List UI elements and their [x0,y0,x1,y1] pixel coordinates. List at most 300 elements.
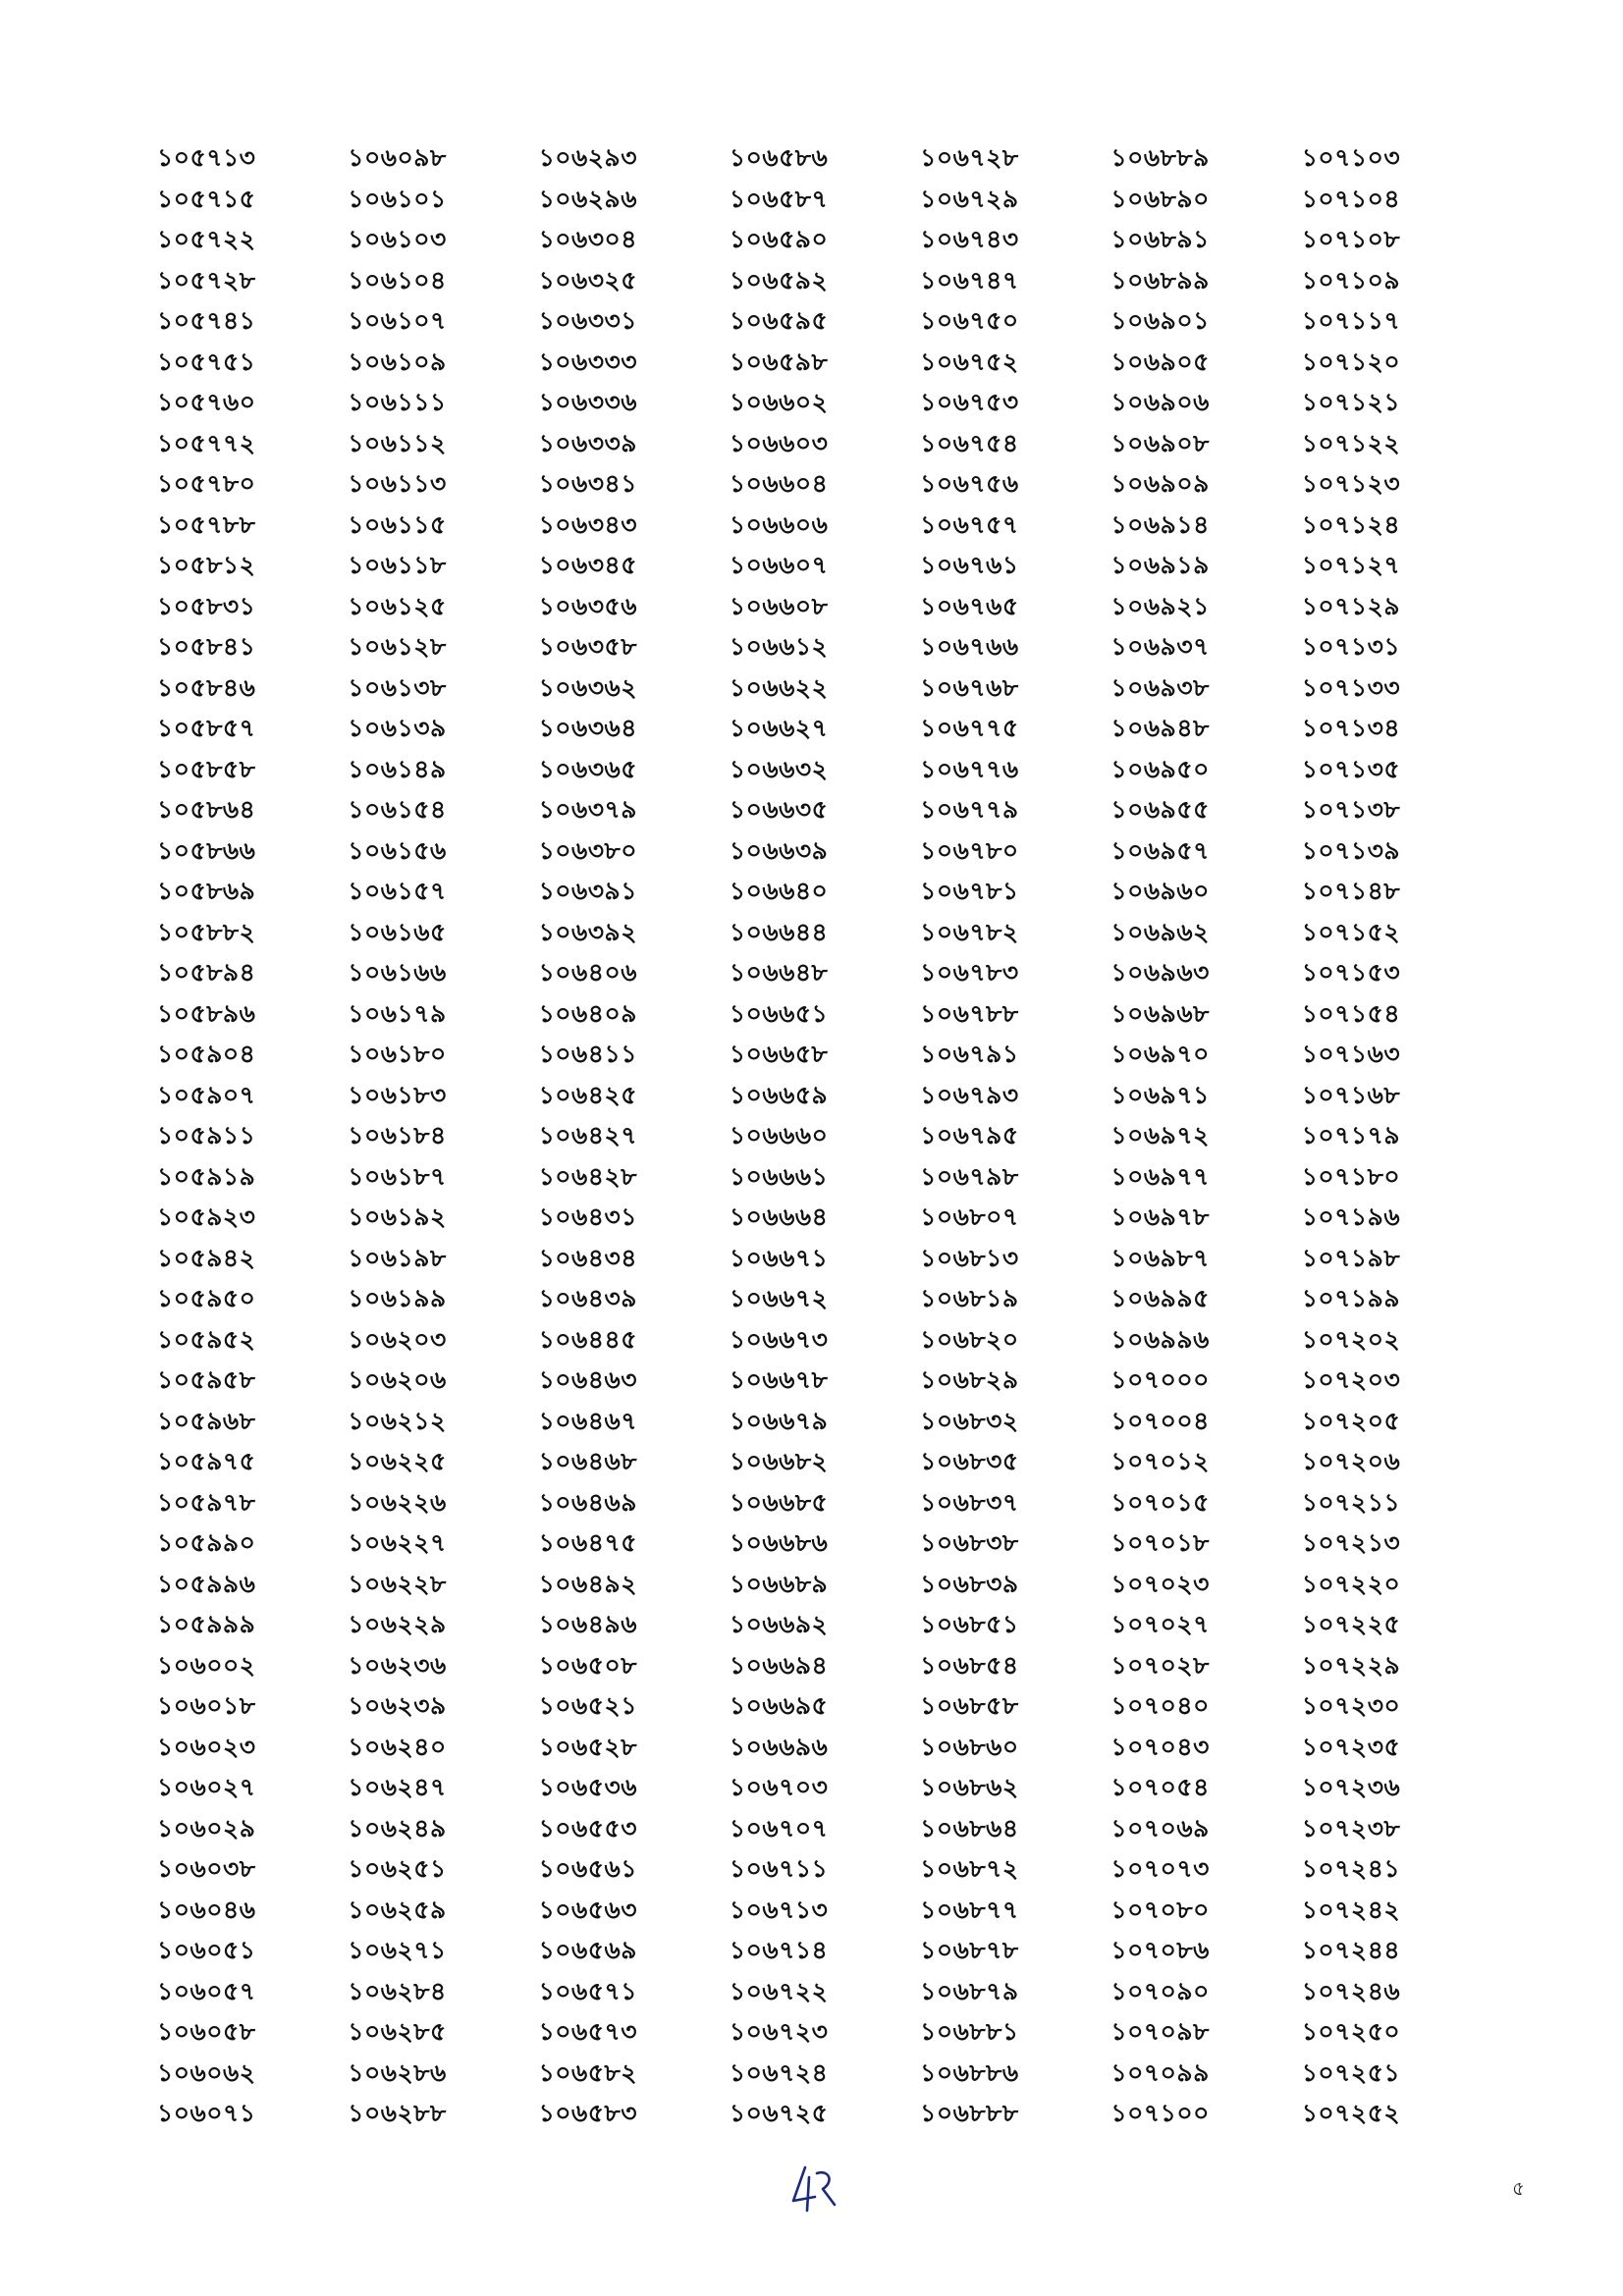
roll-number: ১০৬৫৮৬ [729,143,829,172]
roll-number: ১০৬৮৯৯ [1110,265,1210,294]
roll-number: ১০৬১১৮ [348,551,447,579]
roll-number: ১০৬৩৪১ [538,469,637,498]
roll-number: ১০৫৯৯৬ [157,1569,256,1598]
roll-number: ১০৬৯৪৮ [1110,714,1210,742]
roll-number: ১০৬১৩৮ [348,672,447,702]
roll-number: ১০৬৩০৪ [538,225,638,253]
roll-number: ১০৬৩৬২ [538,672,638,702]
roll-number: ১০৬৫৭৩ [538,2017,638,2046]
roll-number: ১০৬৭১৪ [729,1936,829,1964]
roll-number: ১০৬৭৮২ [920,917,1019,946]
roll-number: ১০৬৯১৯ [1110,551,1210,579]
roll-number: ১০৬৮৯১ [1110,225,1210,253]
roll-number: ১০৫৮৫৮ [157,754,256,783]
roll-number: ১০৭১৬৮ [1301,1080,1401,1109]
roll-number: ১০৬৪৬৮ [538,1447,637,1475]
roll-number: ১০৬৯৭১ [1110,1080,1210,1109]
roll-number: ১০৬৮৩৮ [920,1528,1019,1557]
roll-number: ১০৬৮৭৮ [920,1936,1019,1964]
roll-number: ১০৬১০৯ [348,347,447,376]
roll-number: ১০৭১৬৩ [1301,1040,1401,1068]
roll-number: ১০৫৮৪৬ [157,672,256,702]
roll-number: ১০৭২২৯ [1301,1650,1401,1680]
signature-initials [785,2160,844,2218]
roll-number: ১০৬২২৫ [348,1447,447,1475]
roll-number: ১০৬৭০৭ [729,1813,829,1842]
roll-number: ১০৬৫৯০ [729,225,829,253]
roll-number: ১০৬৪৯৬ [538,1610,637,1638]
roll-number: ১০৬৬৮৫ [729,1487,829,1517]
roll-number: ১০৬০৪৬ [157,1895,256,1924]
roll-number: ১০৭২৩৫ [1301,1732,1401,1761]
roll-number: ১০৬৭৫৬ [920,469,1019,498]
roll-number: ১০৬২২৮ [348,1569,447,1598]
roll-number: ১০৬৬০৩ [729,428,829,457]
roll-number: ১০৭১১৭ [1301,306,1401,335]
roll-number: ১০৬৯৩৮ [1110,672,1210,702]
roll-number: ১০৭২১৩ [1301,1528,1401,1557]
roll-number: ১০৭০৬৯ [1110,1813,1210,1842]
roll-number: ১০৭১৩৩ [1301,672,1401,702]
roll-number: ১০৭০৪৩ [1110,1732,1210,1761]
roll-number: ১০৬৪৬৩ [538,1365,638,1394]
roll-number: ১০৬৭৭৯ [920,795,1019,824]
roll-number: ১০৬৯৬০ [1110,877,1210,905]
roll-number: ১০৫৯০৪ [157,1040,256,1068]
roll-number: ১০৬২৪৭ [348,1773,447,1801]
roll-number: ১০৬১১৩ [348,469,447,498]
roll-number: ১০৬২০৩ [348,1324,447,1354]
roll-number: ১০৬৩৪৩ [538,509,638,539]
roll-number: ১০৬৮৬৪ [920,1813,1019,1842]
roll-number: ১০৬১৮৩ [348,1080,447,1109]
roll-number: ১০৭১৩৫ [1301,754,1401,783]
roll-number: ১০৫৮৪১ [157,632,256,661]
roll-number: ১০৭২২৫ [1301,1610,1401,1638]
roll-number: ১০৬৮১৩ [920,1243,1019,1272]
roll-number: ১০৬৬৪৪ [729,917,829,946]
roll-number: ১০৭০৭৩ [1110,1854,1210,1883]
roll-number: ১০৫৯২৩ [157,1202,256,1231]
roll-number: ১০৬৩৯১ [538,877,637,905]
roll-number: ১০৬৪৩১ [538,1202,637,1231]
roll-number: ১০৬৯৫৫ [1110,795,1210,824]
roll-number: ১০৬৭৮৮ [920,998,1019,1028]
roll-number: ১০৫৭২৮ [157,265,256,294]
roll-number: ১০৬৬০৭ [729,551,829,579]
roll-number: ১০৭১৩১ [1301,632,1401,661]
roll-number: ১০৬২২৬ [348,1487,447,1517]
roll-number: ১০৬৯৮৭ [1110,1243,1210,1272]
roll-number: ১০৭০২৮ [1110,1650,1210,1680]
roll-number: ১০৬২২৭ [348,1528,447,1557]
roll-number: ১০৫৭৭২ [157,428,256,457]
column-2 [348,137,538,2145]
roll-number: ১০৬৮৮১ [920,2017,1019,2046]
roll-number: ১০৬৭৫৭ [920,509,1019,539]
roll-number: ১০৬০২৩ [157,1732,256,1761]
roll-number: ১০৬৭২২ [729,1976,829,2005]
roll-number: ১০৭১৮০ [1301,1161,1401,1191]
roll-number: ১০৭২৫২ [1301,2099,1401,2127]
roll-number: ১০৬২৫১ [348,1854,447,1883]
roll-number: ১০৬১১৫ [348,509,447,539]
roll-number: ১০৬৩৫৮ [538,632,637,661]
column-6 [1110,137,1301,2145]
roll-number: ১০৬৬৬০ [729,1121,829,1149]
roll-number: ১০৬২৯৬ [538,184,638,213]
roll-number: ১০৬৮৩৫ [920,1447,1019,1475]
roll-number: ১০৬৮০৭ [920,1202,1019,1231]
roll-number: ১০৬৭৮০ [920,835,1019,865]
roll-number: ১০৬৪৩৯ [538,1284,637,1312]
roll-number: ১০৬১৮৭ [348,1161,447,1191]
roll-number: ১০৭০৫৪ [1110,1773,1210,1801]
roll-number: ১০৫৭২২ [157,225,256,253]
roll-number: ১০৬৬৩৯ [729,835,829,865]
roll-number: ১০৬৫৫৩ [538,1813,637,1842]
roll-number: ১০৬১১১ [348,388,447,416]
roll-number: ১০৬৯৫৭ [1110,835,1210,865]
roll-number: ১০৬৫৯২ [729,265,829,294]
roll-number: ১০৬৯৬৩ [1110,958,1210,987]
roll-number: ১০৬১৯২ [348,1202,447,1231]
roll-number: ১০৭২৪১ [1301,1854,1401,1883]
roll-number: ১০৬২৯৩ [538,143,638,172]
roll-number: ১০৬৬২২ [729,672,829,702]
roll-number: ১০৬৮৩২ [920,1406,1019,1435]
roll-number: ১০৬৮৩৭ [920,1487,1019,1517]
roll-number: ১০৬৭৫২ [920,347,1019,376]
roll-number: ১০৬৮৫৪ [920,1650,1019,1680]
roll-number: ১০৬৪১১ [538,1040,637,1068]
roll-number: ১০৬৬৭১ [729,1243,829,1272]
roll-number: ১০৫৯৭৮ [157,1487,256,1517]
roll-number: ১০৬১৬৫ [348,917,447,946]
roll-number: ১০৭১৯৮ [1301,1243,1401,1272]
roll-number: ১০৭০১৮ [1110,1528,1210,1557]
roll-number: ১০৬৮৮৬ [920,2057,1019,2087]
roll-number: ১০৫৯৭৫ [157,1447,256,1475]
roll-number: ১০৬৭৮৩ [920,958,1019,987]
roll-number: ১০৬৩৪৫ [538,551,637,579]
roll-number: ১০৬৬৬৪ [729,1202,829,1231]
roll-number: ১০৬৭৫৩ [920,388,1019,416]
roll-number: ১০৭১০৩ [1301,143,1401,172]
roll-number: ১০৭১৩৪ [1301,714,1401,742]
roll-number: ১০৬৪০৬ [538,958,638,987]
roll-number: ১০৬৮৭৭ [920,1895,1019,1924]
roll-number: ১০৬৫৮৩ [538,2099,637,2127]
roll-number: ১০৬৫৬৩ [538,1895,638,1924]
roll-number: ১০৭১২২ [1301,428,1401,457]
roll-number: ১০৭১৯৬ [1301,1202,1401,1231]
roll-number: ১০৬২৩৬ [348,1650,447,1680]
roll-number: ১০৬৭৮১ [920,877,1019,905]
roll-number: ১০৭০২৩ [1110,1569,1210,1598]
roll-number: ১০৬১৬৬ [348,958,447,987]
roll-number: ১০৬৯৭৭ [1110,1161,1210,1191]
roll-number: ১০৬৩৩১ [538,306,638,335]
roll-number: ১০৬৪৪৫ [538,1324,637,1354]
roll-number: ১০৫৯০৭ [157,1080,256,1109]
roll-number: ১০৬৮৭৯ [920,1976,1019,2005]
roll-number: ১০৬৩৭৯ [538,795,638,824]
roll-number: ১০৬৩৯২ [538,917,638,946]
roll-number: ১০৬২৪৯ [348,1813,447,1842]
column-4 [730,137,920,2145]
roll-number: ১০৬৬৯২ [729,1610,829,1638]
roll-number: ১০৭০৪০ [1110,1691,1210,1720]
roll-number: ১০৬১৭৯ [348,998,447,1028]
roll-number: ১০৭১০৮ [1301,225,1401,253]
roll-number: ১০৬৮৩৯ [920,1569,1019,1598]
roll-number: ১০৬৭৯৩ [920,1080,1019,1109]
roll-number: ১০৬১০৩ [348,225,447,253]
roll-number: ১০৬০৫৮ [157,2017,256,2046]
roll-number: ১০৬৫৬৯ [538,1936,637,1964]
column-3 [539,137,730,2145]
roll-number: ১০৬৯৬২ [1110,917,1210,946]
roll-number: ১০৫৮৩১ [157,591,256,620]
roll-number: ১০৫৭১৩ [157,143,256,172]
roll-number: ১০৫৯৫২ [157,1324,256,1354]
roll-number: ১০৬৭৪৭ [920,265,1019,294]
roll-number: ১০৫৭৬০ [157,388,256,416]
roll-number: ১০৭০২৭ [1110,1610,1210,1638]
roll-number: ১০৬৮৬০ [920,1732,1019,1761]
roll-number: ১০৫৯৫০ [157,1284,256,1312]
roll-number: ১০৬৪৬৯ [538,1487,637,1517]
roll-number: ১০৬৭৬৮ [920,672,1019,702]
roll-number: ১০৬৪৭৫ [538,1528,637,1557]
column-5 [920,137,1110,2145]
roll-number: ১০৬১৫৪ [348,795,447,824]
roll-number: ১০৬১২৮ [348,632,447,661]
roll-number: ১০৭০০৪ [1110,1406,1210,1435]
roll-number: ১০৬৮৮৮ [920,2099,1019,2127]
roll-number: ১০৭০৯৯ [1110,2057,1210,2087]
roll-number: ১০৬৩৮০ [538,835,638,865]
roll-number: ১০৬২৩৯ [348,1691,447,1720]
roll-number: ১০৬১৪৯ [348,754,447,783]
roll-number: ১০৬৯৩৭ [1110,632,1210,661]
roll-number: ১০৬৭৬৬ [920,632,1019,661]
roll-number: ১০৫৮৯৪ [157,958,256,987]
roll-number: ১০৭২৪৬ [1301,1976,1401,2005]
roll-number: ১০৬০৬২ [157,2057,256,2087]
roll-number: ১০৬৭৬১ [920,551,1019,579]
roll-number: ১০৬৮৯০ [1110,184,1210,213]
roll-number: ১০৫৯৯০ [157,1528,256,1557]
roll-number: ১০৬৭৯১ [920,1040,1019,1068]
roll-number: ১০৫৯৯৯ [157,1610,256,1638]
roll-number: ১০৭০০০ [1110,1365,1210,1394]
roll-number: ১০৫৭১৫ [157,184,256,213]
roll-number: ১০৫৭৫১ [157,347,256,376]
roll-number: ১০৬৭৭৬ [920,754,1019,783]
roll-number: ১০৬১৯৮ [348,1243,447,1272]
roll-number: ১০৬১৩৯ [348,714,447,742]
roll-number: ১০৬৬৫১ [729,998,829,1028]
roll-number: ১০৬৭২৯ [920,184,1019,213]
roll-number: ১০৭১২৩ [1301,469,1401,498]
roll-number: ১০৬১৯৯ [348,1284,447,1312]
roll-number: ১০৫৯৫৮ [157,1365,256,1394]
roll-number: ১০৭১২৪ [1301,509,1401,539]
roll-number: ১০৬৩৫৬ [538,591,638,620]
roll-number: ১০৬৫৭১ [538,1976,637,2005]
roll-number: ১০৬০১৮ [157,1691,256,1720]
roll-number: ১০৭২৪৪ [1301,1936,1401,1964]
roll-number: ১০৬৮৫১ [920,1610,1019,1638]
page-number: ৫ [1512,2176,1525,2200]
roll-number: ১০৬৬৪০ [729,877,829,905]
roll-number: ১০৬৬৯৫ [729,1691,829,1720]
roll-number: ১০৫৮৯৬ [157,998,256,1028]
roll-number: ১০৬৩৬৪ [538,714,638,742]
roll-number: ১০৬৭৪৩ [920,225,1019,253]
roll-number: ১০৭১০০ [1110,2099,1210,2127]
roll-number: ১০৬৫০৮ [538,1650,637,1680]
roll-number: ১০৫৮১২ [157,551,256,579]
roll-number: ১০৬৮৭২ [920,1854,1019,1883]
roll-number: ১০৬৮৫৮ [920,1691,1019,1720]
roll-number: ১০৬৬৫৯ [729,1080,829,1109]
roll-number: ১০৭১২৭ [1301,551,1401,579]
roll-number: ১০৬৯৭২ [1110,1121,1210,1149]
roll-number: ১০৬৯০৯ [1110,469,1210,498]
roll-number: ১০৭১৫২ [1301,917,1401,946]
roll-number: ১০৭০৮৬ [1110,1936,1210,1964]
roll-number: ১০৬৫৯৫ [729,306,829,335]
roll-number: ১০৬৯১৪ [1110,509,1210,539]
roll-number: ১০৬১৮০ [348,1040,447,1068]
roll-number: ১০৬৯০১ [1110,306,1210,335]
roll-number: ১০৭২০২ [1301,1324,1401,1354]
roll-number: ১০৬২৭১ [348,1936,447,1964]
roll-number: ১০৬৭২৫ [729,2099,829,2127]
roll-number: ১০৬২৮৮ [348,2099,447,2127]
roll-number: ১০৬৬৭৯ [729,1406,829,1435]
roll-number: ১০৬৫৮৭ [729,184,829,213]
roll-number: ১০৬৭১৩ [729,1895,829,1924]
roll-number: ১০৬০০২ [157,1650,256,1680]
roll-number: ১০৬২৮৫ [348,2017,447,2046]
roll-number: ১০৬৬২৭ [729,714,829,742]
roll-number: ১০৬১২৫ [348,591,447,620]
column-7 [1302,137,1492,2145]
roll-number: ১০৭২৫১ [1301,2057,1401,2087]
roll-number: ১০৫৯১৯ [157,1161,256,1191]
roll-number: ১০৭২১১ [1301,1487,1401,1517]
roll-number: ১০৬৫২৮ [538,1732,637,1761]
roll-number: ১০৬৬৭৩ [729,1324,829,1354]
roll-number: ১০৬৯৭৮ [1110,1202,1210,1231]
roll-number: ১০৬৭২৪ [729,2057,829,2087]
roll-number: ১০৭২৩৬ [1301,1773,1401,1801]
roll-number: ১০৬৭২৩ [729,2017,829,2046]
roll-number: ১০৫৭৮০ [157,469,256,498]
roll-number: ১০৭১৭৯ [1301,1121,1401,1149]
roll-number-grid [157,137,1492,2145]
roll-number: ১০৬৩৩৬ [538,388,638,416]
roll-number: ১০৫৮৬৪ [157,795,256,824]
roll-number: ১০৭১২৯ [1301,591,1401,620]
roll-number: ১০৬৭৭৫ [920,714,1019,742]
roll-number: ১০৬৬৮৬ [729,1528,829,1557]
roll-number: ১০৬৪২৫ [538,1080,637,1109]
roll-number: ১০৫৮৬৬ [157,835,256,865]
roll-number: ১০৬২০৬ [348,1365,447,1394]
roll-number: ১০৬৯৯৬ [1110,1324,1210,1354]
roll-number: ১০৬৬৭২ [729,1284,829,1312]
roll-number: ১০৫৯৪২ [157,1243,256,1272]
roll-number: ১০৬৩৬৫ [538,754,638,783]
roll-number: ১০৭১২১ [1301,388,1401,416]
roll-number: ১০৬০৫১ [157,1936,256,1964]
roll-number: ১০৭২৩০ [1301,1691,1401,1720]
roll-number: ১০৭২২০ [1301,1569,1401,1598]
roll-number: ১০৭২০৫ [1301,1406,1401,1435]
roll-number: ১০৭০৯৮ [1110,2017,1210,2046]
roll-number: ১০৬২১২ [348,1406,447,1435]
roll-number: ১০৬৮৬২ [920,1773,1019,1801]
roll-number: ১০৬৪৩৪ [538,1243,637,1272]
roll-number: ১০৫৮৫৭ [157,714,256,742]
roll-number: ১০৬১৫৭ [348,877,447,905]
roll-number: ১০৭২৩৮ [1301,1813,1401,1842]
roll-number: ১০৬০৩৮ [157,1854,256,1883]
roll-number: ১০৬৯২১ [1110,591,1210,620]
roll-number: ১০৭২৪২ [1301,1895,1401,1924]
roll-number: ১০৬৫৩৬ [538,1773,638,1801]
roll-number: ১০৬৯০৫ [1110,347,1210,376]
roll-number: ১০৬৭৬৫ [920,591,1019,620]
roll-number: ১০৬৭৫০ [920,306,1019,335]
roll-number: ১০৬৬০২ [729,388,829,416]
roll-number: ১০৬৬৩২ [729,754,829,783]
roll-number: ১০৬৮১৯ [920,1284,1019,1312]
roll-number: ১০৬৮৮৯ [1110,143,1210,172]
roll-number: ১০৬৬৯৪ [729,1650,829,1680]
roll-number: ১০৬১৫৬ [348,835,447,865]
roll-number: ১০৬২২৯ [348,1610,447,1638]
roll-number: ১০৬০২৭ [157,1773,256,1801]
roll-number: ১০৫৭৮৮ [157,509,256,539]
roll-number: ১০৫৮৮২ [157,917,256,946]
roll-number: ১০৫৯১১ [157,1121,256,1149]
roll-number: ১০৭১৩৮ [1301,795,1401,824]
roll-number: ১০৬৬০৪ [729,469,829,498]
roll-number: ১০৬৩৩৩ [538,347,638,376]
roll-number: ১০৭১০৯ [1301,265,1401,294]
roll-number: ১০৬৬০৬ [729,509,829,539]
roll-number: ১০৬৭২৮ [920,143,1019,172]
roll-number: ১০৭১৫৩ [1301,958,1401,987]
roll-number: ১০৫৯৬৮ [157,1406,256,1435]
roll-number: ১০৬৯৭০ [1110,1040,1210,1068]
roll-number: ১০৬৭৯৮ [920,1161,1019,1191]
roll-number: ১০৬২৮৪ [348,1976,447,2005]
roll-number: ১০৬৮২০ [920,1324,1019,1354]
roll-number: ১০৬৬৯৬ [729,1732,829,1761]
roll-number: ১০৬৯৫০ [1110,754,1210,783]
roll-number: ১০৭২০৩ [1301,1365,1401,1394]
roll-number: ১০৭০১৫ [1110,1487,1210,1517]
roll-number: ১০৬৬১২ [729,632,829,661]
roll-number: ১০৭২৫০ [1301,2017,1401,2046]
